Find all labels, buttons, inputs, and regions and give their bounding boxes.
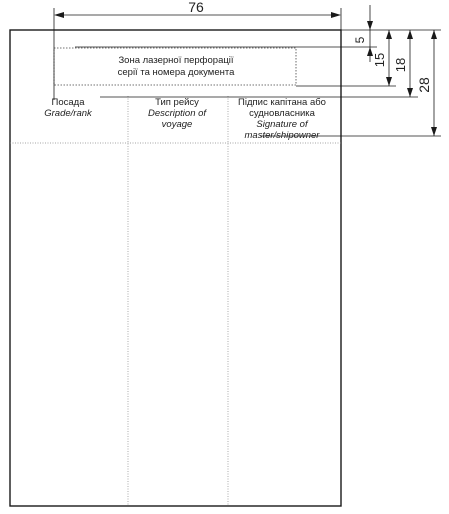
column-header-signature [232, 97, 332, 141]
width-dim-arrow-left [54, 12, 64, 18]
dim-28-arrow-bottom [431, 127, 437, 136]
column-header-voyage [135, 97, 219, 130]
zone-line-2: серії та номера документа [117, 67, 235, 78]
dim-18-arrow-bottom [407, 88, 413, 97]
width-dim-label: 76 [188, 0, 204, 15]
column-header-signature-ua: Підпис капітана або судновласника [238, 97, 326, 119]
dim-5-label: 5 [353, 36, 367, 44]
dim-18-arrow-top [407, 30, 413, 39]
width-dim-arrow-right [331, 12, 341, 18]
perforation-zone-label [56, 49, 296, 85]
column-header-voyage-en: Description of voyage [147, 108, 207, 130]
dim-18-label: 18 [393, 57, 408, 73]
column-header-grade [30, 97, 106, 119]
dim-15-label: 15 [372, 52, 387, 68]
dim-15-arrow-bottom [386, 77, 392, 86]
column-header-grade-ua: Посада [51, 97, 85, 108]
dim-5-arrow-top [367, 21, 373, 30]
column-header-signature-en: Signature of master/shipowner [244, 119, 320, 141]
dim-28-arrow-top [431, 30, 437, 39]
column-header-grade-en: Grade/rank [44, 108, 92, 119]
dim-15-arrow-top [386, 30, 392, 39]
zone-line-1: Зона лазерної перфорації [118, 55, 234, 66]
column-header-voyage-ua: Тип рейсу [155, 97, 199, 108]
dim-28-label: 28 [416, 77, 432, 93]
